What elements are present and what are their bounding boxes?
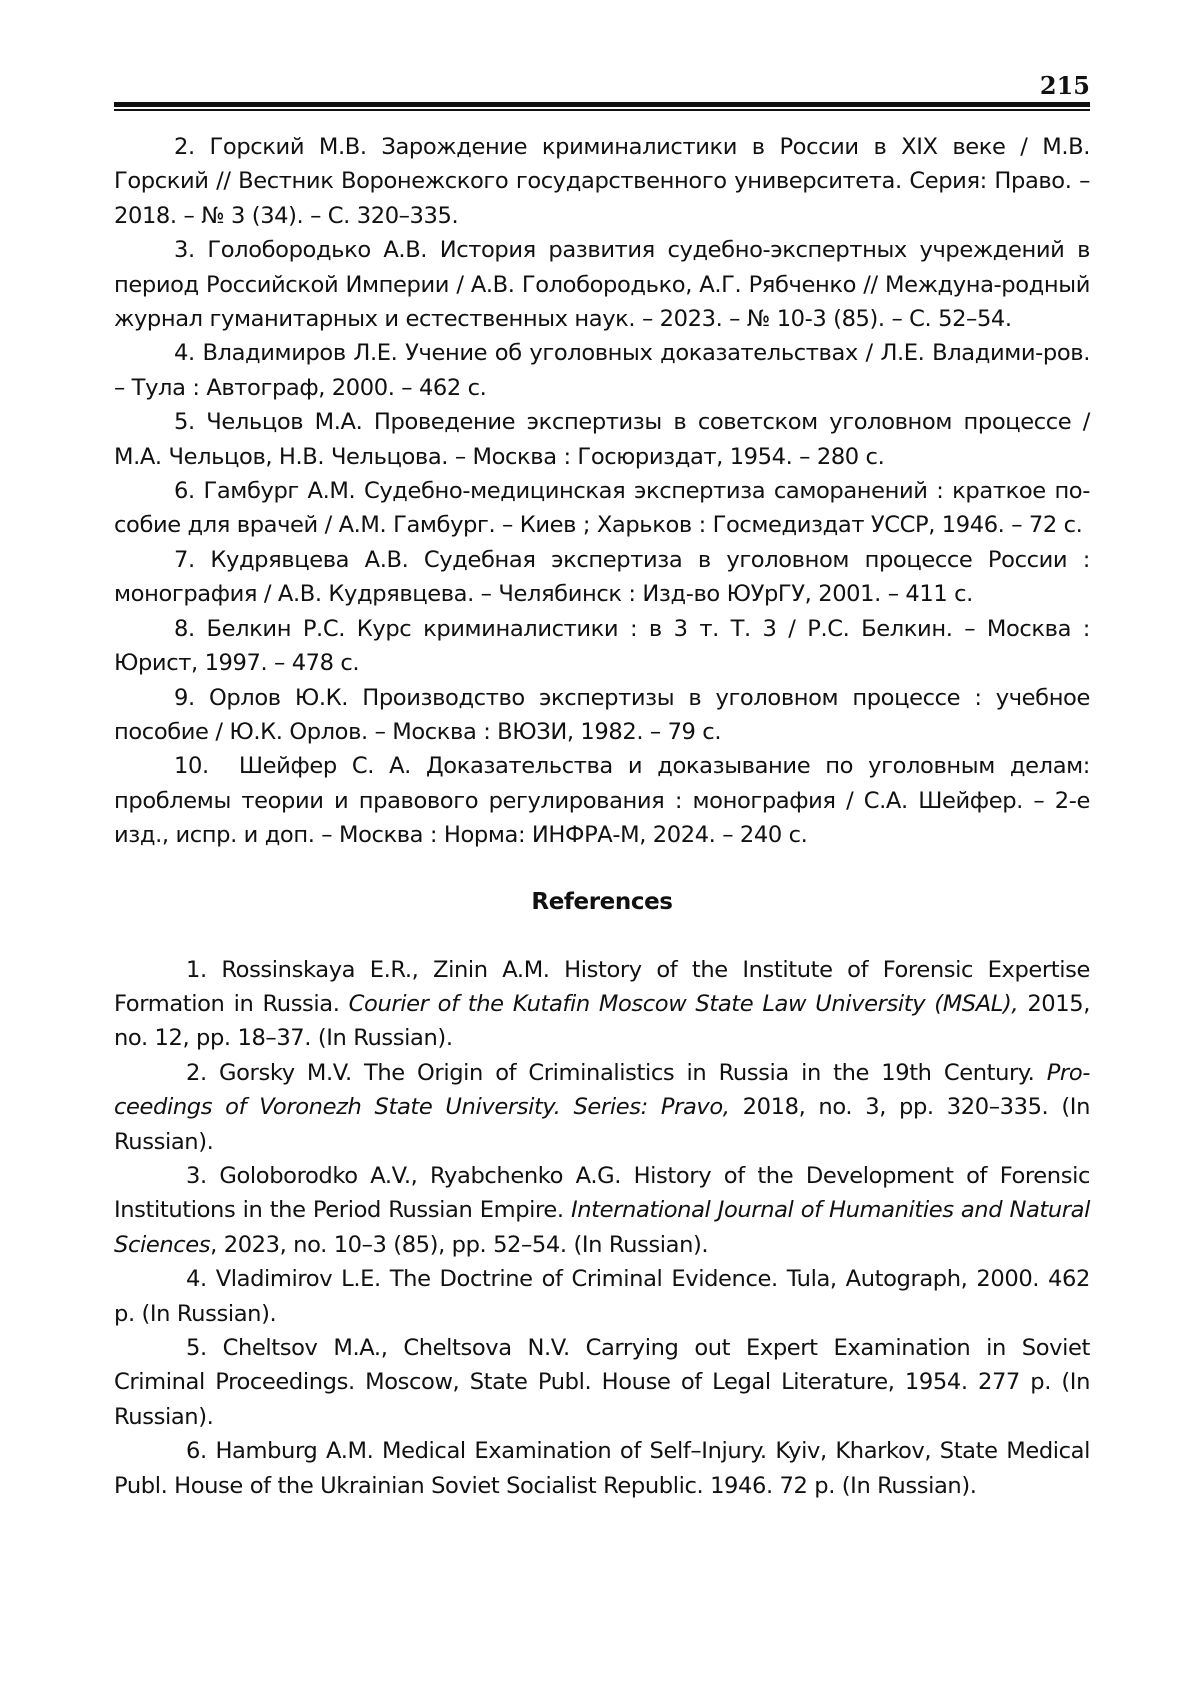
entry-number: 1.	[186, 956, 207, 983]
page-content	[114, 130, 1090, 1503]
reference-entry	[114, 1434, 1090, 1503]
entry-number: 2.	[186, 1059, 207, 1086]
reference-entry	[114, 1331, 1090, 1434]
reference-entry	[114, 953, 1090, 1056]
entry-number: 10.	[174, 753, 209, 780]
header-rule-thin	[114, 109, 1090, 111]
entry-text-tail: 2018, no. 3, pp. 320–335. (In Russian).	[114, 1094, 1090, 1155]
bibliography-entry	[114, 130, 1090, 233]
bibliography-entry	[114, 336, 1090, 405]
header-rule-thick	[114, 102, 1090, 107]
entry-number: 8.	[174, 615, 195, 642]
entry-text: Владимиров Л.Е. Учение об уголовных доказательствах / Л.Е. Владими-ров. – Тула : Автограф, 2000. – 462 с.	[114, 340, 1090, 401]
bibliography-entry	[114, 474, 1090, 543]
entry-text: Голобородько А.В. История развития судебно-экспертных учреждений в период Российской Империи / А.В. Голобородько, А.Г. Рябченко // Междуна-родный журнал гуманитарных и естественных наук. – 2023. – № 10-3 (85). – С. 52–54.	[114, 237, 1090, 333]
entry-text: Орлов Ю.К. Производство экспертизы в уголовном процессе : учебное пособие / Ю.К. Орлов. – Москва : ВЮЗИ, 1982. – 79 с.	[114, 684, 1090, 745]
entry-text: Гамбург А.М. Судебно-медицинская экспертиза самоpанений : краткое по-собие для врачей / А.М. Гамбург. – Киев ; Харьков : Госмедиздат УССР, 1946. – 72 с.	[114, 478, 1090, 539]
entry-text: Vladimirov L.E. The Doctrine of Criminal Evidence. Tula, Autograph, 2000. 462 p. (In Russian).	[114, 1266, 1090, 1327]
entry-number: 3.	[174, 237, 195, 264]
journal-title: International Journal of Humanities and Natural Sciences	[114, 1197, 1091, 1258]
entry-text: Горский М.В. Зарождение криминалистики в России в XIX веке / М.В. Горский // Вестник Воронежского государственного университета. Серия: Право. – 2018. – № 3 (34). – С. 320–335.	[114, 134, 1090, 229]
entry-text: Cheltsov M.A., Cheltsova N.V. Carrying out Expert Examination in Soviet Criminal Proceedings. Moscow, State Publ. House of Legal Literature, 1954. 277 p. (In Russian).	[114, 1335, 1090, 1430]
entry-text: Gorsky M.V. The Origin of Criminalistics in Russia in the 19th Century.	[219, 1059, 1047, 1086]
journal-title: Courier of the Kutafin Moscow State Law University (MSAL),	[348, 990, 1019, 1017]
entry-number: 9.	[174, 684, 195, 711]
bibliography-entry	[114, 612, 1090, 681]
bibliography-entry	[114, 405, 1090, 474]
reference-entry	[114, 1159, 1090, 1262]
reference-entry	[114, 1056, 1090, 1159]
entry-number: 5.	[174, 409, 195, 436]
references-heading: References	[531, 888, 673, 915]
entry-text-tail: , 2023, no. 10–3 (85), pp. 52–54. (In Russian).	[210, 1231, 709, 1258]
entry-number: 6.	[186, 1438, 207, 1465]
entry-number: 3.	[186, 1162, 207, 1189]
entry-number: 4.	[186, 1266, 207, 1293]
entry-number: 2.	[174, 134, 195, 160]
entry-number: 7.	[174, 546, 195, 573]
bibliography-entry	[114, 749, 1090, 852]
entry-text: Rossinskaya E.R., Zinin A.M. History of the Institute of Forensic Expertise Formation in Russia.	[114, 956, 1090, 1017]
entry-text: Белкин Р.С. Курс криминалистики : в 3 т. Т. 3 / Р.С. Белкин. – Москва : Юрист, 1997. – 478 с.	[114, 615, 1090, 677]
bibliography-entry	[114, 543, 1090, 612]
entry-text: Hamburg A.M. Medical Examination of Self–Injury. Kyiv, Kharkov, State Medical Publ. House of the Ukrainian Soviet Socialist Republic. 1946. 72 p. (In Russian).	[114, 1438, 1090, 1499]
references-list	[114, 953, 1090, 1504]
entry-text: Goloborodko A.V., Ryabchenko A.G. History of the Development of Forensic Institutions in the Period Russian Empire.	[114, 1162, 1090, 1224]
reference-entry	[114, 1262, 1090, 1331]
entry-text: Кудрявцева А.В. Судебная экспертиза в уголовном процессе России : монография / А.В. Кудрявцева. – Челябинск : Изд-во ЮУрГУ, 2001. – 411 с.	[114, 546, 1090, 608]
entry-number: 5.	[186, 1335, 207, 1361]
journal-title: Pro-ceedings of Voronezh State University. Series: Pravo,	[114, 1059, 1090, 1121]
page-number: 215	[1039, 71, 1090, 100]
entry-text: Шейфер С. А. Доказательства и доказывание по уголовным делам: проблемы теории и правового регулирования : монография / С.А. Шейфер. – 2-е изд., испр. и доп. – Москва : Норма: ИНФРА-М, 2024. – 240 с.	[114, 753, 1090, 849]
bibliography-entry	[114, 233, 1090, 336]
entry-number: 6.	[174, 478, 195, 505]
entry-text: Чельцов М.А. Проведение экспертизы в советском уголовном процессе / М.А. Чельцов, Н.В. Чельцова. – Москва : Госюриздат, 1954. – 280 с.	[114, 409, 1090, 470]
bibliography-entry	[114, 681, 1090, 750]
entry-number: 4.	[174, 340, 195, 367]
entry-text-tail: 2015, no. 12, pp. 18–37. (In Russian).	[114, 990, 1090, 1052]
bibliography-list	[114, 130, 1090, 853]
